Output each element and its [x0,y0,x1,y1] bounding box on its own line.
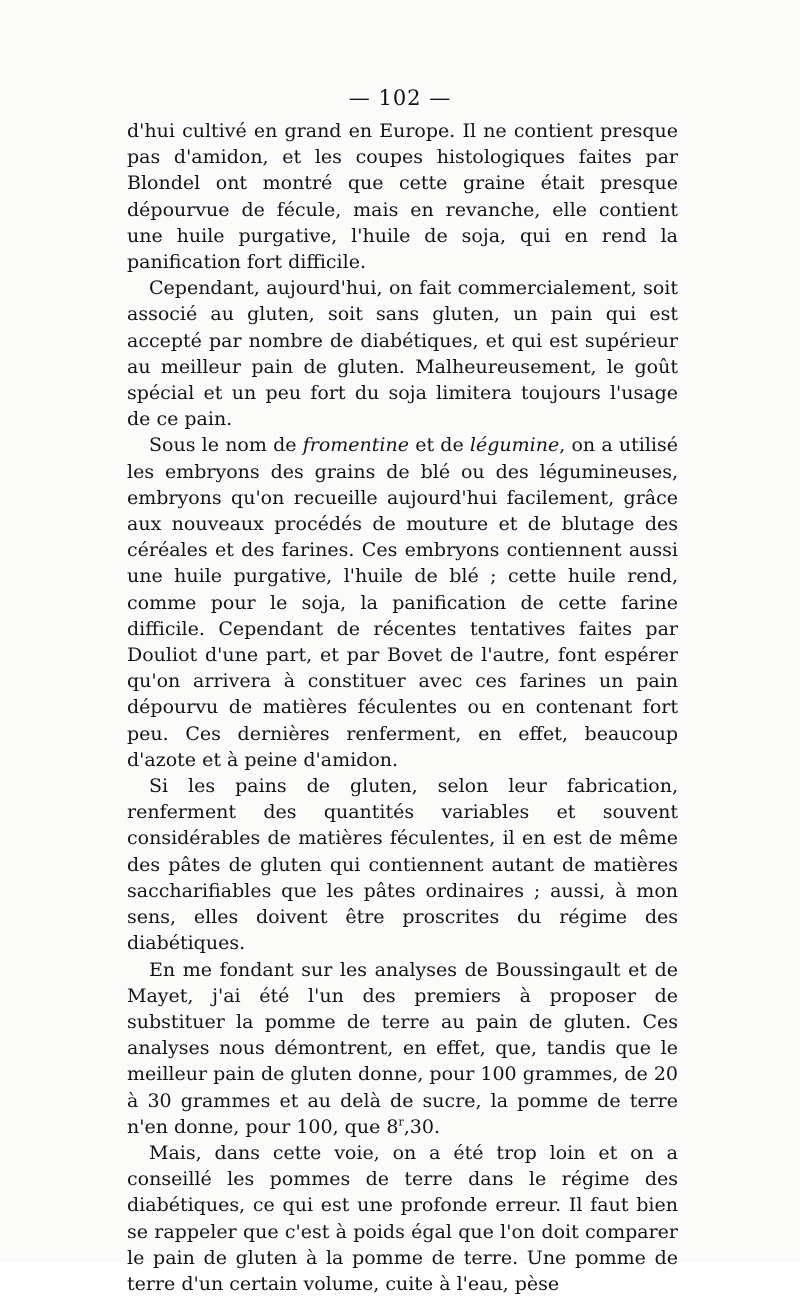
paragraph-fromentine-middle: et de [408,434,470,457]
paragraph-potato-start: En me fondant sur les analyses de Boussingault et de Mayet, j'ai été l'un des premiers à proposer de substituer la pomme de terre au pain de gluten. Ces analyses nous démontrent, en effet, que, tandis que le meilleur pain de gluten donne, pour 100 grammes, de 20 à 30 grammes et au delà de sucre, la pomme de terre n'en donne, pour 100, que 8 [127,958,678,1138]
paragraph-gluten-pasta: Si les pains de gluten, selon leur fabrication, renferment des quantités variables et souvent considérables de matières féculentes, il en est de même des pâtes de gluten qui contiennent autant de matières saccharifiables que les pâtes ordinaires ; aussi, à mon sens, elles doivent être proscrites du régime des diabétiques. [127,775,678,955]
page-number: — 102 — [348,86,452,110]
paragraph-commercial-bread: Cependant, aujourd'hui, on fait commercialement, soit associé au gluten, soit sans gluten, un pain qui est accepté par nombre de diabétiques, et qui est supérieur au meilleur pain de gluten. Malheureusement, le goût spécial et un peu fort du soja limitera toujours l'usage de ce pain. [127,277,678,431]
term-fromentine: fromentine [302,434,409,457]
paragraph-potato-analysis [127,957,678,1140]
paragraph-fromentine-start: Sous le nom de [149,434,303,457]
paragraph-potato-error: Mais, dans cette voie, on a été trop loin et on a conseillé les pommes de terre dans le régime des diabétiques, ce qui est une profonde erreur. Il faut bien se rappeler que c'est à poids égal que l'on doit comparer le pain de gluten à la pomme de terre. Une pomme de terre d'un certain volume, cuite à l'eau, pèse [127,1141,678,1295]
paragraph-fromentine [127,432,678,773]
grams-abbreviation: r [398,1115,404,1129]
paragraph-soja: d'hui cultivé en grand en Europe. Il ne contient presque pas d'amidon, et les coupes histologiques faites par Blondel ont montré que cette graine était presque dépourvue de fécule, mais en revanche, elle contient une huile purgative, l'huile de soja, qui en rend la panification fort difficile. [127,120,678,274]
paragraph-fromentine-end: , on a utilisé les embryons des grains de blé ou des légumineuses, embryons qu'on recueille aujourd'hui facilement, grâce aux nouveaux procédés de mouture et de blutage des céréales et des farines. Ces embryons contiennent aussi une huile purgative, l'huile de blé ; cette huile rend, comme pour le soja, la panification de cette farine difficile. Cependant de récentes tentatives faites par Douliot d'une part, et par Bovet de l'autre, font espérer qu'on arrivera à constituer avec ces farines un pain dépourvu de matières féculentes ou en contenant fort peu. Ces dernières renferment, en effet, beaucoup d'azote et à peine d'amidon. [127,434,679,771]
term-legumine: légumine [469,434,560,457]
paragraph-potato-end: ,30. [403,1115,440,1138]
body-text [127,118,678,1297]
